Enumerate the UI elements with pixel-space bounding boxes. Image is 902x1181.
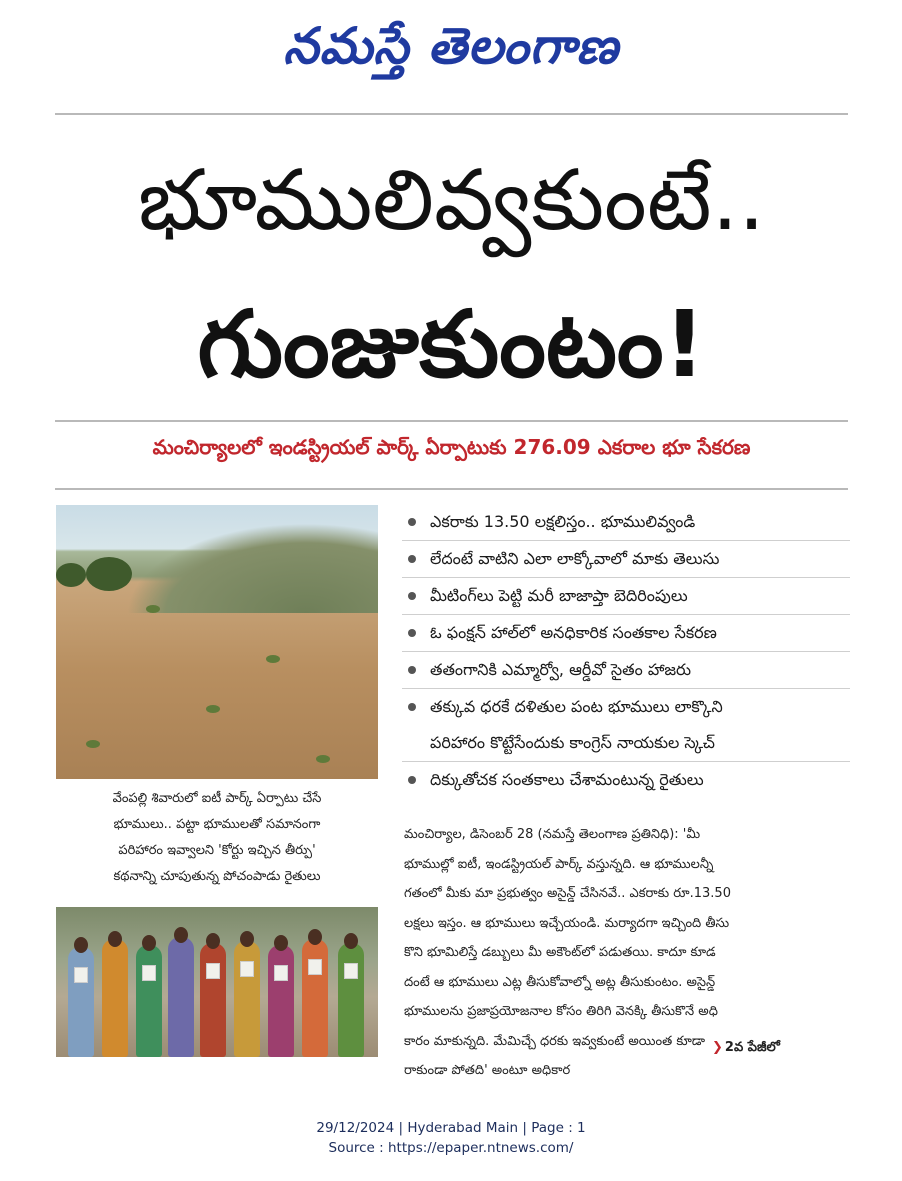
footer-source-link[interactable]: Source : https://epaper.ntnews.com/ <box>328 1140 574 1156</box>
body-line: కొని భూమిలిస్తే డబ్బులు మీ అకౌంట్‌లో పడుతయి. కాదూ కూడ <box>404 945 716 960</box>
person-shape <box>302 939 328 1057</box>
photo-caption <box>56 786 378 890</box>
bullet-item <box>402 541 850 578</box>
head-shape <box>108 931 122 947</box>
bullet-text: లేదంటే వాటిని ఎలా లాక్కోవాలో మాకు తెలుసు <box>430 549 720 568</box>
person-shape <box>102 939 128 1057</box>
bullet-item <box>402 504 850 541</box>
bullet-text: మీటింగ్‌లు పెట్టి మరీ బాజాప్తా బెదిరింపులు <box>430 586 688 605</box>
caption-line: పరిహారం ఇవ్వాలని 'కోర్టు ఇచ్చిన తీర్పు' <box>118 843 316 858</box>
bullet-dot-icon <box>408 555 416 563</box>
footer-edition-info: 29/12/2024 | Hyderabad Main | Page : 1 <box>316 1120 586 1136</box>
bullet-dot-icon <box>408 776 416 784</box>
body-line: భూములను ప్రజాప్రయోజనాల కోసం తిరిగి వెనక్కి తీసుకొనే అధి <box>404 1004 718 1019</box>
head-shape <box>142 935 156 951</box>
bullet-item <box>402 762 850 798</box>
paper-shape <box>240 961 254 977</box>
bullet-item <box>402 689 850 762</box>
subheadline: మంచిర్యాలలో ఇండస్ట్రియల్ పార్క్ ఏర్పాటుకు 276.09 ఎకరాల భూ సేకరణ <box>152 435 751 459</box>
divider-subheadline <box>55 488 848 490</box>
shrub-shape <box>146 605 160 613</box>
head-shape <box>344 933 358 949</box>
body-line: భూముల్లో ఐటీ, ఇండస్ట్రియల్ పార్క్ వస్తున్నది. ఆ భూములన్నీ <box>404 856 714 872</box>
paper-shape <box>206 963 220 979</box>
paper-shape <box>142 965 156 981</box>
bullet-text: తతంగానికి ఎమ్మార్వో, ఆర్డీవో సైతం హాజరు <box>430 660 692 679</box>
bullet-dot-icon <box>408 666 416 674</box>
bullet-dot-icon <box>408 518 416 526</box>
bullet-text-line-2: పరిహారం కొట్టేసేందుకు కాంగ్రెస్ నాయకుల స్కెచ్ <box>430 733 715 752</box>
masthead-logo: నమస్తే తెలంగాణ <box>283 17 619 75</box>
headline-line-2: గుంజుకుంటం! <box>197 291 706 398</box>
paper-shape <box>344 963 358 979</box>
article-body <box>404 820 850 1086</box>
person-shape <box>338 943 364 1057</box>
tree-shape <box>56 563 86 587</box>
tree-shape <box>86 557 132 591</box>
head-shape <box>308 929 322 945</box>
bullet-text: దిక్కుతోచక సంతకాలు చేశామంటున్న రైతులు <box>430 770 704 789</box>
caption-line: కథనాన్ని చూపుతున్న పోచంపాడు రైతులు <box>113 869 321 884</box>
caption-line: వేంపల్లి శివారులో ఐటీ పార్క్ ఏర్పాటు చేసే <box>112 791 322 806</box>
bullet-list <box>402 504 850 798</box>
divider-headline <box>55 420 848 422</box>
body-line: గతంలో మీకు మా ప్రభుత్వం అసైన్డ్ చేసినవే.. ఎకరాకు రూ.13.50 <box>404 886 731 901</box>
shrub-shape <box>266 655 280 663</box>
person-shape <box>268 945 294 1057</box>
page-footer <box>0 1118 902 1158</box>
body-line: కారం మాకున్నది. మేమిచ్చే ధరకు ఇవ్వకుంటే అయింత కూడా <box>404 1033 706 1049</box>
person-shape <box>200 943 226 1057</box>
field-photo <box>56 505 378 779</box>
bullet-text: ఎకరాకు 13.50 లక్షలిస్తం.. భూములివ్వండి <box>430 512 696 531</box>
head-shape <box>240 931 254 947</box>
paper-shape <box>308 959 322 975</box>
head-shape <box>274 935 288 951</box>
body-line: దంటే ఆ భూములు ఎట్ల తీసుకోవాల్నో అట్ల తీసుకుంటం. అసైన్డ్ <box>404 974 716 990</box>
person-shape <box>168 937 194 1057</box>
bullet-dot-icon <box>408 703 416 711</box>
continued-label: 2వ పేజీలో <box>724 1040 780 1055</box>
bullet-item <box>402 615 850 652</box>
person-shape <box>234 941 260 1057</box>
paper-shape <box>274 965 288 981</box>
continue-arrow-icon: ❯ <box>712 1040 723 1055</box>
headline-line-1: భూములివ్వకుంటే.. <box>137 151 766 249</box>
body-line: రాకుండా పోతది' అంటూ అధికార <box>404 1063 571 1078</box>
head-shape <box>74 937 88 953</box>
caption-line: భూములు.. పట్టా భూములతో సమానంగా <box>113 817 321 832</box>
farmers-photo <box>56 907 378 1057</box>
paper-shape <box>74 967 88 983</box>
shrub-shape <box>206 705 220 713</box>
bullet-item <box>402 652 850 689</box>
head-shape <box>206 933 220 949</box>
shrub-shape <box>316 755 330 763</box>
shrub-shape <box>86 740 100 748</box>
head-shape <box>174 927 188 943</box>
bullet-item <box>402 578 850 615</box>
body-line: మంచిర్యాల, డిసెంబర్ 28 (నమస్తే తెలంగాణ ప్రతినిధి): 'మీ <box>404 827 701 842</box>
bullet-dot-icon <box>408 592 416 600</box>
bullet-text: ఓ ఫంక్షన్ హాల్‌లో అనధికారిక సంతకాల సేకరణ <box>430 623 717 642</box>
continued-on-page <box>712 1040 780 1058</box>
divider-top <box>55 113 848 115</box>
person-shape <box>68 947 94 1057</box>
body-line: లక్షలు ఇస్తం. ఆ భూములు ఇచ్చేయండి. మర్యాదగా ఇచ్చింది తీసు <box>404 915 730 931</box>
hill-shape <box>126 523 378 613</box>
person-shape <box>136 945 162 1057</box>
bullet-dot-icon <box>408 629 416 637</box>
bullet-text: తక్కువ ధరకే దళితుల పంట భూములు లాక్కొని <box>430 697 723 716</box>
